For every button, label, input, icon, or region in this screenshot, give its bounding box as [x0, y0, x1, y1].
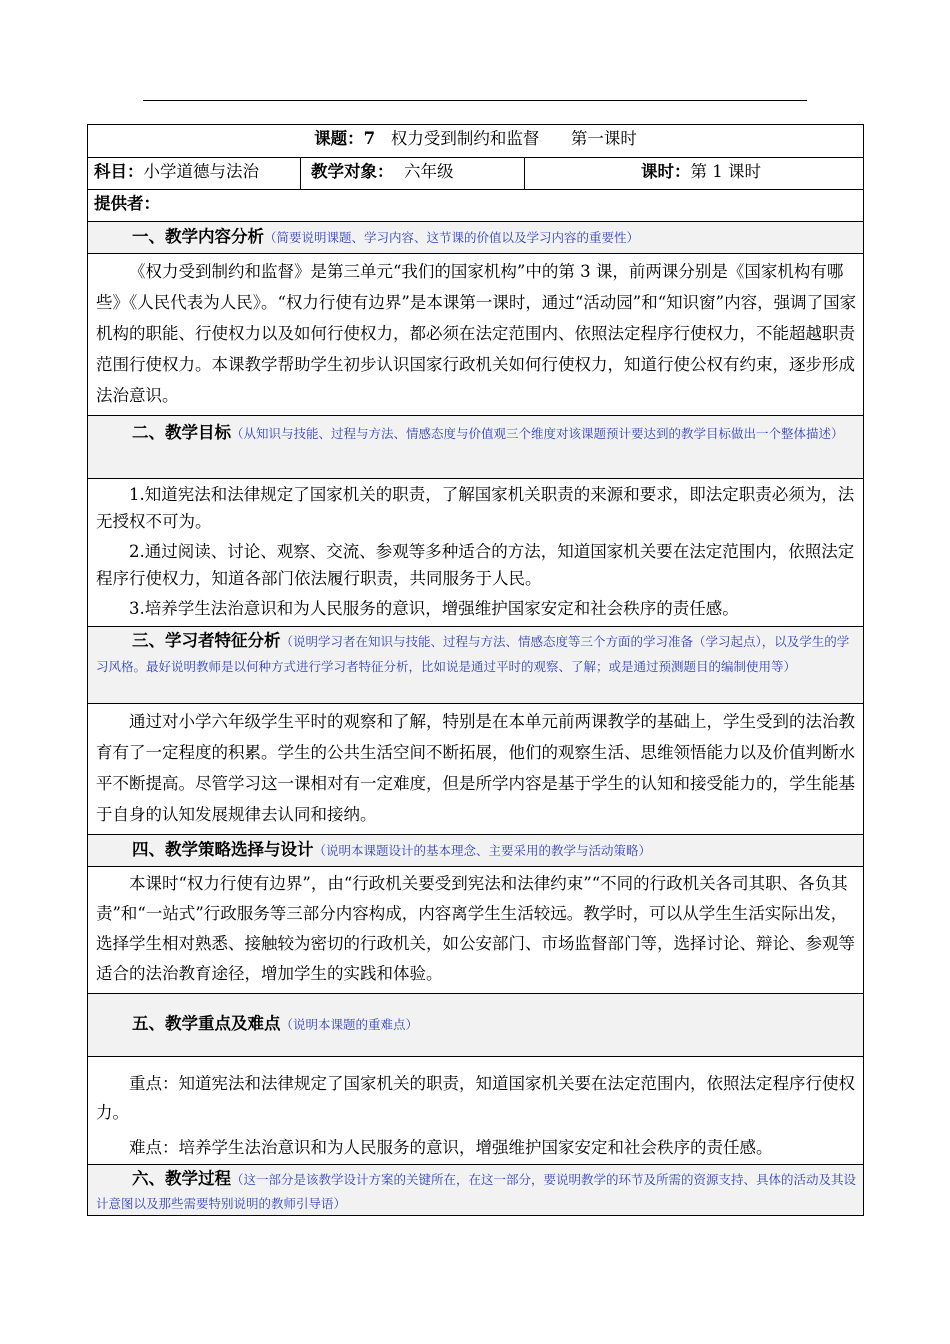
- section-1-note: （简要说明课题、学习内容、这节课的价值以及学习内容的重要性）: [264, 230, 640, 245]
- section-3-paragraph: 通过对小学六年级学生平时的观察和了解，特别是在本单元前两课教学的基础上，学生受到的法治教育有了一定程度的积累。学生的公共生活空间不断拓展，他们的观察生活、思维领悟能力以及价值判断水平不断提高。尽管学习这一课相对有一定难度，但是所学内容是基于学生的认知和接受能力的，学生能基于自身的认知发展规律去认同和接纳。: [96, 712, 855, 824]
- section-1-paragraph: 《权力受到制约和监督》是第三单元“我们的国家机构”中的第 3 课，前两课分别是《国家机构有哪些》《人民代表为人民》。“权力行使有边界”是本课第一课时，通过“活动园”和“知识窗”内容，强调了国家机构的职能、行使权力以及如何行使权力，都必须在法定范围内、依照法定程序行使权力，不能超越职责范围行使权力。本课教学帮助学生初步认识国家行政机关如何行使权力，知道行使公权有约束，逐步形成法治意识。: [96, 262, 857, 405]
- goal-1: 1.知道宪法和法律规定了国家机关的职责，了解国家机关职责的来源和要求，即法定职责必须为，法无授权不可为。: [96, 485, 855, 531]
- section-6-header-row: [88, 1165, 864, 1216]
- section-5-header-row: [88, 994, 864, 1057]
- section-4-header: [88, 835, 864, 867]
- title-session: 第一课时: [570, 129, 637, 148]
- section-1-header-row: [88, 222, 864, 254]
- section-6-heading: 六、教学过程: [132, 1169, 231, 1188]
- section-5-body-row: [88, 1057, 864, 1165]
- title-row: [88, 125, 864, 158]
- provider-cell: [88, 190, 864, 222]
- section-2-heading: 二、教学目标: [132, 423, 231, 442]
- section-2-body-row: [88, 479, 864, 627]
- title-name: 权力受到制约和监督: [390, 129, 540, 148]
- section-3-header: [88, 627, 864, 704]
- section-5-body: [88, 1057, 864, 1165]
- meta-row: [88, 158, 864, 190]
- section-4-note: （说明本课题设计的基本理念、主要采用的教学与活动策略）: [313, 843, 652, 858]
- audience-label: 教学对象：: [311, 162, 394, 181]
- section-2-body: [88, 479, 864, 627]
- subject-label: 科目：: [94, 162, 144, 181]
- hours-label: 课时：: [641, 162, 691, 181]
- section-3-heading: 三、学习者特征分析: [132, 631, 281, 650]
- section-2-header-row: [88, 416, 864, 479]
- hours-cell: [525, 158, 864, 190]
- section-5-header: [88, 994, 864, 1057]
- section-6-header: [88, 1165, 864, 1216]
- section-1-header: [88, 222, 864, 254]
- section-3-note: （说明学习者在知识与技能、过程与方法、情感态度等三个方面的学习准备（学习起点），以及学生的学习风格。最好说明教师是以何种方式进行学习者特征分析，比如说是通过平时的观察、了解；或是通过预测题目的编制使用等）: [96, 634, 850, 674]
- goal-2: 2.通过阅读、讨论、观察、交流、参观等多种适合的方法，知道国家机关要在法定范围内，依照法定程序行使权力，知道各部门依法履行职责，共同服务于人民。: [96, 542, 855, 588]
- section-4-header-row: [88, 835, 864, 867]
- provider-label: 提供者：: [94, 194, 160, 213]
- section-5-note: （说明本课题的重难点）: [280, 1017, 419, 1032]
- subject-value: 小学道德与法治: [143, 162, 259, 181]
- section-2-header: [88, 416, 864, 479]
- goal-3: 3.培养学生法治意识和为人民服务的意识，增强维护国家安定和社会秩序的责任感。: [129, 599, 739, 618]
- header-rule: [143, 100, 807, 101]
- section-4-body-row: [88, 867, 864, 994]
- audience-value: 六年级: [404, 162, 454, 181]
- difficult-point: 难点：培养学生法治意识和为人民服务的意识，增强维护国家安定和社会秩序的责任感。: [129, 1138, 773, 1157]
- section-4-paragraph: 本课时“权力行使有边界”，由“行政机关要受到宪法和法律约束”“不同的行政机关各司其职、各负其责”和“一站式”行政服务等三部分内容构成，内容离学生生活较远。教学时，可以从学生生活实际出发，选择学生相对熟悉、接触较为密切的行政机关，如公安部门、市场监督部门等，选择讨论、辩论、参观等适合的法治教育途径，增加学生的实践和体验。: [96, 874, 855, 983]
- section-3-header-row: [88, 627, 864, 704]
- subject-cell: [88, 158, 301, 190]
- section-5-heading: 五、教学重点及难点: [132, 1014, 281, 1033]
- section-6-note: （这一部分是该教学设计方案的关键所在，在这一部分，要说明教学的环节及所需的资源支持、具体的活动及其设计意图以及那些需要特别说明的教师引导语）: [96, 1172, 857, 1211]
- section-2-note: （从知识与技能、过程与方法、情感态度与价值观三个维度对该课题预计要达到的教学目标做出一个整体描述）: [231, 426, 844, 441]
- title-label: 课题：7: [314, 129, 376, 148]
- lesson-plan-table: [87, 124, 864, 1216]
- section-1-body: [88, 254, 864, 416]
- section-4-body: [88, 867, 864, 994]
- audience-cell: [301, 158, 525, 190]
- section-4-heading: 四、教学策略选择与设计: [132, 840, 314, 859]
- key-point: 重点：知道宪法和法律规定了国家机关的职责，知道国家机关要在法定范围内，依照法定程序行使权力。: [96, 1074, 855, 1122]
- provider-row: [88, 190, 864, 222]
- section-3-body: [88, 704, 864, 835]
- hours-value: 第 1 课时: [690, 162, 761, 181]
- section-1-heading: 一、教学内容分析: [132, 227, 264, 246]
- lesson-title: [88, 125, 864, 158]
- section-3-body-row: [88, 704, 864, 835]
- section-1-body-row: [88, 254, 864, 416]
